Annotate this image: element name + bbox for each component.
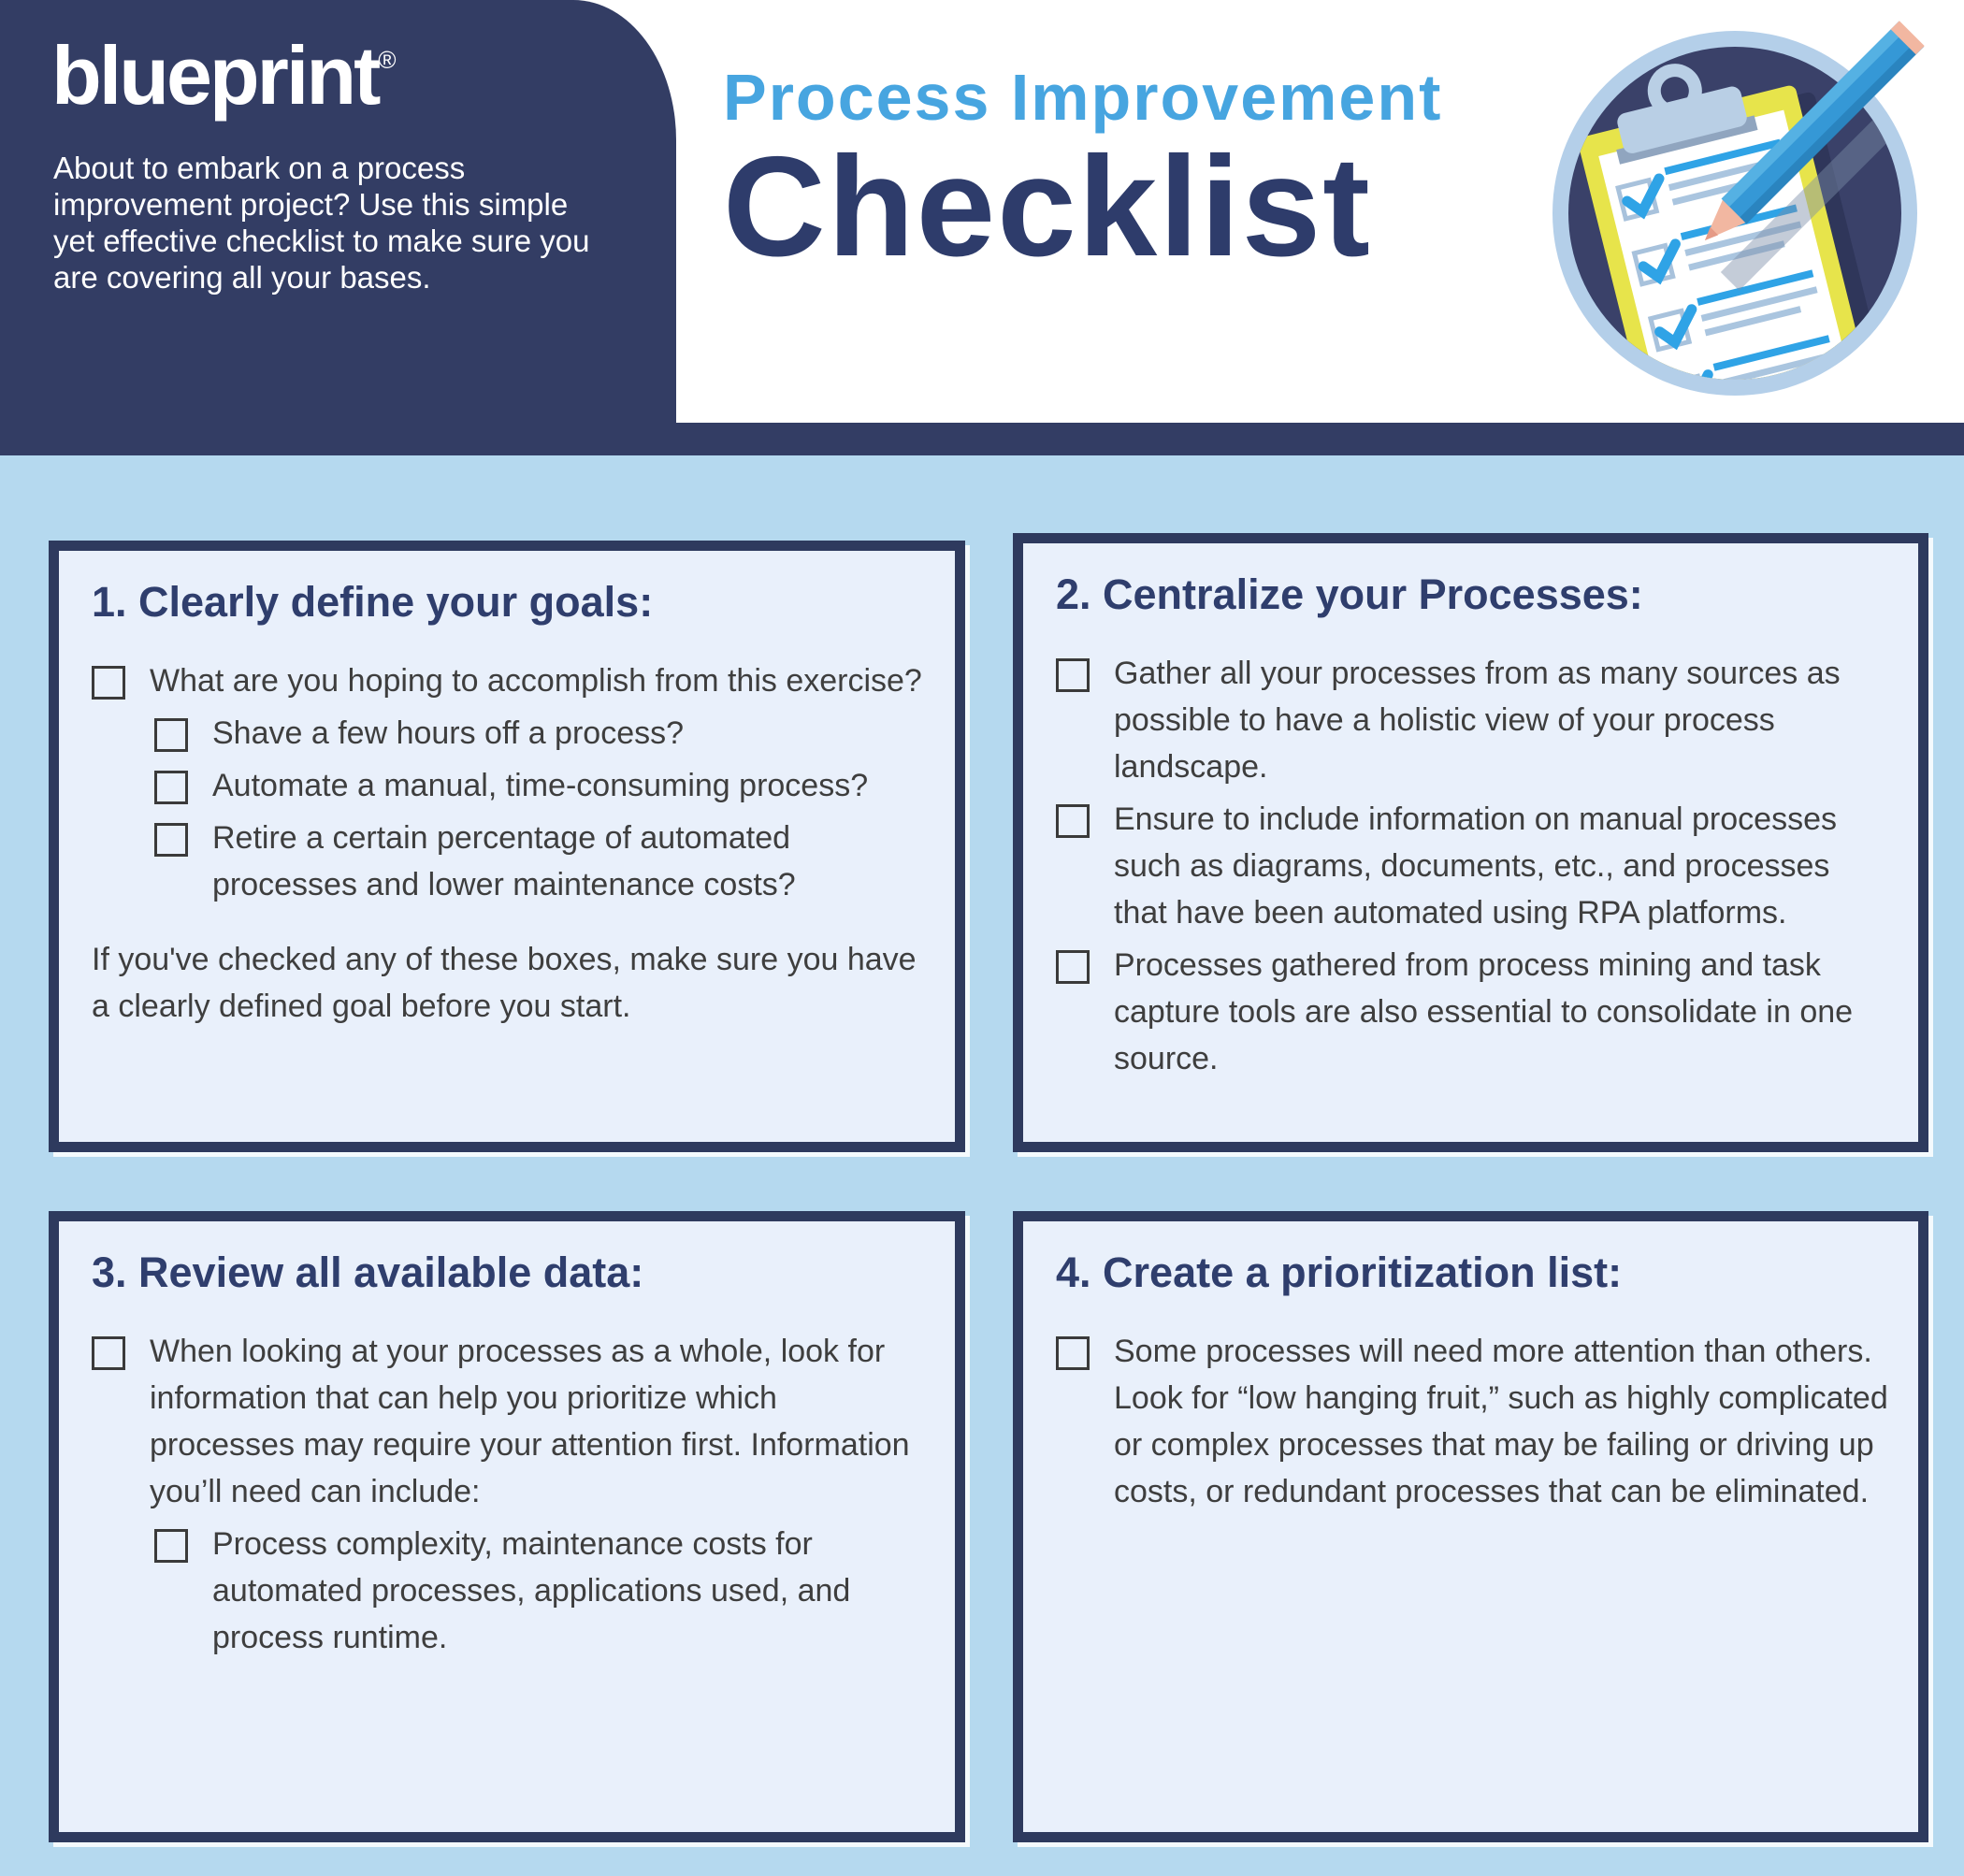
- checklist-box-3: [49, 1211, 965, 1842]
- checkbox-icon[interactable]: [1056, 804, 1090, 838]
- box-items: [92, 1328, 927, 1661]
- checklist-item-text: Automate a manual, time-consuming process?: [212, 768, 869, 803]
- checkbox-icon[interactable]: [154, 1529, 188, 1563]
- box-items: [1056, 650, 1890, 1082]
- checklist-box-2: [1013, 533, 1928, 1152]
- checklist-item: [1056, 942, 1890, 1082]
- checklist-item: [92, 1328, 927, 1515]
- checklist-item-text: Some processes will need more attention than others. Look for “low hanging fruit,” such as highly complicated or complex processes that may be failing or driving up costs, or redundant processes that can be eliminated.: [1114, 1334, 1888, 1509]
- checkbox-icon[interactable]: [1056, 950, 1090, 984]
- intro-text: About to embark on a process improvement project? Use this simple yet effective checklist to make sure you are covering all your bases.: [53, 151, 590, 295]
- checkbox-icon[interactable]: [1056, 658, 1090, 692]
- checklist-item-text: What are you hoping to accomplish from this exercise?: [150, 663, 922, 699]
- box-items: [1056, 1328, 1890, 1515]
- checkbox-icon[interactable]: [154, 823, 188, 857]
- checklist-item: [154, 815, 927, 908]
- checklist-item: [1056, 650, 1890, 790]
- box-heading: 4. Create a prioritization list:: [1056, 1248, 1623, 1296]
- checklist-item-text: Retire a certain percentage of automated processes and lower maintenance costs?: [212, 820, 796, 902]
- checklist-item-text: Gather all your processes from as many sources as possible to have a holistic view of your process landscape.: [1114, 656, 1841, 785]
- checklist-item: [1056, 796, 1890, 936]
- footer-note: If you've checked any of these boxes, make sure you have a clearly defined goal before you start.: [92, 942, 917, 1024]
- checklist-item-text: Process complexity, maintenance costs for automated processes, applications used, and process runtime.: [212, 1526, 851, 1655]
- checkbox-icon[interactable]: [92, 1336, 125, 1370]
- checklist-item: [154, 1521, 927, 1661]
- checklist-item: [1056, 1328, 1890, 1515]
- checkbox-icon[interactable]: [1056, 1336, 1090, 1370]
- checklist-item-text: When looking at your processes as a whole, look for information that can help you prioritize which processes may require your attention first. Information you’ll need can include:: [150, 1334, 910, 1509]
- box-heading: 2. Centralize your Processes:: [1056, 570, 1643, 618]
- checklist-item-text: Processes gathered from process mining and task capture tools are also essential to consolidate in one source.: [1114, 947, 1854, 1076]
- checklist-item-text: Shave a few hours off a process?: [212, 715, 685, 751]
- clipboard-checklist-icon: [1538, 7, 1950, 414]
- checklist-item: [154, 710, 927, 757]
- checkbox-icon[interactable]: [92, 666, 125, 700]
- checkbox-icon[interactable]: [154, 771, 188, 804]
- box-heading: 3. Review all available data:: [92, 1248, 644, 1296]
- page-title-line2: Checklist: [723, 127, 1372, 286]
- checkbox-icon[interactable]: [154, 718, 188, 752]
- box-heading: 1. Clearly define your goals:: [92, 578, 654, 626]
- checklist-box-1: [49, 541, 965, 1152]
- blueprint-logo-text: blueprint: [51, 29, 379, 122]
- brand-panel: [0, 0, 676, 455]
- page-title-line1: Process Improvement: [723, 61, 1443, 134]
- registered-mark: ®: [378, 46, 397, 74]
- checklist-item: [92, 657, 927, 704]
- blueprint-logo: [51, 28, 397, 123]
- checklist-item: [154, 762, 927, 809]
- checklist-item-text: Ensure to include information on manual processes such as diagrams, documents, etc., and processes that have been automated using RPA platforms.: [1114, 801, 1837, 931]
- page-title: [723, 61, 1443, 286]
- checklist-box-4: [1013, 1211, 1928, 1842]
- box-items: [92, 657, 927, 908]
